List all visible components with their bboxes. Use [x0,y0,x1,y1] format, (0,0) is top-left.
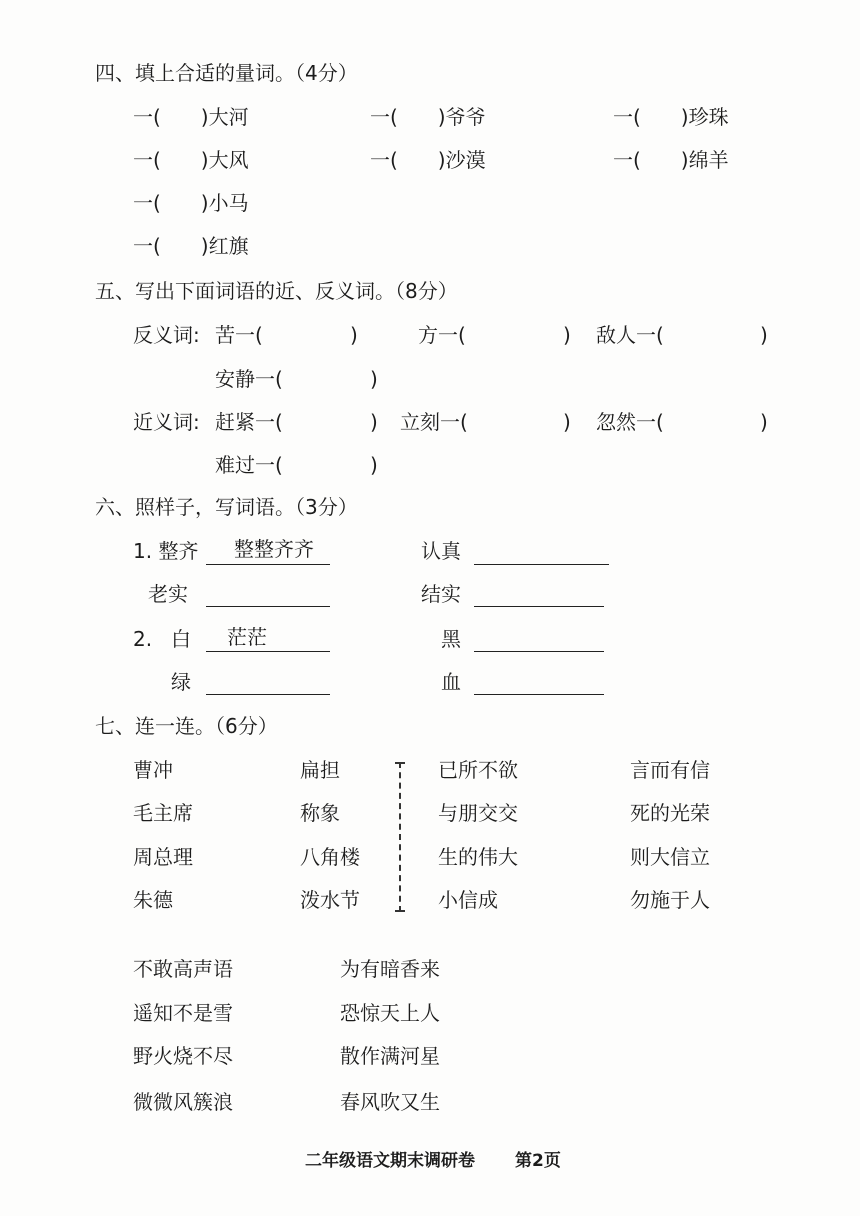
match-poem-end[interactable]: 为有暗香来 [340,957,440,981]
answer-line[interactable] [206,694,330,695]
answer-line [206,651,330,652]
close-paren: ) [370,410,378,434]
match-thing[interactable]: 八角楼 [300,845,360,869]
close-paren: ) [760,410,768,434]
example-answer: 整整齐齐 [234,537,314,561]
match-poem-start[interactable]: 野火烧不尽 [133,1044,233,1068]
prompt-word: 绿 [171,670,191,694]
measure-word-item: 一( )大风 [133,148,249,172]
measure-word-item: 一( )沙漠 [370,148,486,172]
close-paren: ) [350,323,358,347]
match-proverb-end[interactable]: 言而有信 [630,758,710,782]
antonym-label: 反义词: [133,323,200,347]
column-divider [397,762,403,912]
match-poem-start[interactable]: 不敢高声语 [133,957,233,981]
antonym-item: 安静一( [215,367,283,391]
synonym-item: 忽然一( [596,410,664,434]
match-poem-end[interactable]: 春风吹又生 [340,1090,440,1114]
answer-line[interactable] [474,651,604,652]
match-proverb-end[interactable]: 死的光荣 [630,801,710,825]
antonym-item: 敌人一( [596,323,664,347]
match-proverb-end[interactable]: 勿施于人 [630,888,710,912]
match-thing[interactable]: 扁担 [300,758,340,782]
measure-word-item: 一( )绵羊 [613,148,729,172]
answer-line[interactable] [474,564,609,565]
close-paren: ) [760,323,768,347]
match-person[interactable]: 曹冲 [133,758,173,782]
match-proverb-start[interactable]: 与朋交交 [438,801,518,825]
synonym-label: 近义词: [133,410,200,434]
prompt-word: 老实 [148,582,188,606]
antonym-item: 苦一( [215,323,263,347]
answer-line [206,564,330,565]
match-proverb-start[interactable]: 小信成 [438,888,498,912]
match-poem-start[interactable]: 遥知不是雪 [133,1001,233,1025]
answer-line[interactable] [206,606,330,607]
prompt-word: 血 [441,670,461,694]
antonym-item: 方一( [418,323,466,347]
match-poem-end[interactable]: 恐惊天上人 [340,1001,440,1025]
measure-word-item: 一( )珍珠 [613,105,729,129]
measure-word-item: 一( )大河 [133,105,249,129]
synonym-item: 赶紧一( [215,410,283,434]
section-6-heading: 六、照样子，写词语。（3分） [95,495,358,519]
footer-title: 二年级语文期末调研卷 [305,1151,475,1171]
synonym-item: 难过一( [215,453,283,477]
match-person[interactable]: 毛主席 [133,801,193,825]
measure-word-item: 一( )小马 [133,191,249,215]
match-thing[interactable]: 称象 [300,801,340,825]
prompt-word: 认真 [421,539,461,563]
example-word: 白 [171,627,191,651]
prompt-word: 结实 [421,582,461,606]
footer-page-number: 第2页 [515,1151,561,1171]
answer-line[interactable] [474,694,604,695]
close-paren: ) [563,410,571,434]
close-paren: ) [370,453,378,477]
measure-word-item: 一( )爷爷 [370,105,486,129]
synonym-item: 立刻一( [400,410,468,434]
example-number: 2. [133,627,153,651]
answer-line[interactable] [474,606,604,607]
measure-word-item: 一( )红旗 [133,234,249,258]
section-5-heading: 五、写出下面词语的近、反义词。（8分） [95,279,458,303]
match-poem-start[interactable]: 微微风簇浪 [133,1090,233,1114]
example-answer: 茫茫 [227,625,267,649]
match-proverb-end[interactable]: 则大信立 [630,845,710,869]
section-4-heading: 四、填上合适的量词。（4分） [95,61,358,85]
example-word: 1. 整齐 [133,539,199,563]
match-proverb-start[interactable]: 生的伟大 [438,845,518,869]
section-7-heading: 七、连一连。（6分） [95,714,278,738]
match-poem-end[interactable]: 散作满河星 [340,1044,440,1068]
match-person[interactable]: 朱德 [133,888,173,912]
close-paren: ) [563,323,571,347]
match-thing[interactable]: 泼水节 [300,888,360,912]
match-proverb-start[interactable]: 已所不欲 [438,758,518,782]
prompt-word: 黑 [441,627,461,651]
close-paren: ) [370,367,378,391]
match-person[interactable]: 周总理 [133,845,193,869]
